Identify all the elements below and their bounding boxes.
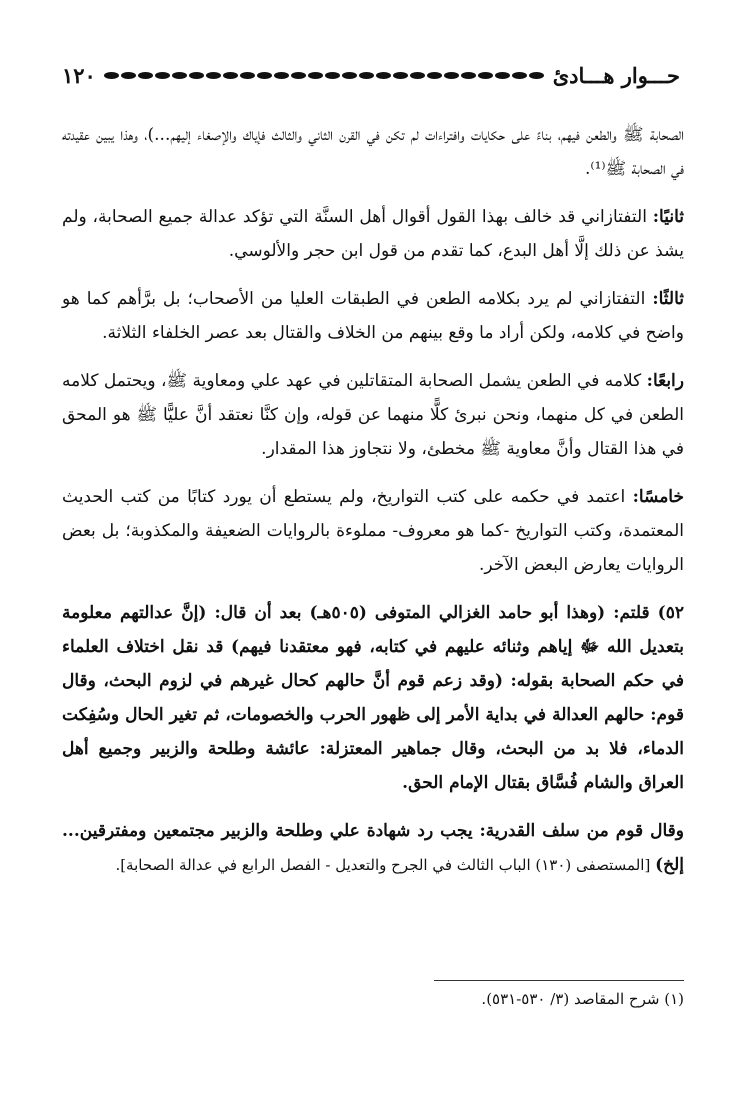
paragraph-text: وقال قوم من سلف القدرية: يجب رد شهادة علي وطلحة والزبير مجتمعين ومفترقين... إلخ) xyxy=(62,821,684,875)
paragraph-qadariyya-quote xyxy=(62,814,684,882)
ornament-bead xyxy=(308,72,323,79)
ornament-bead xyxy=(172,72,187,79)
footnote-separator xyxy=(434,980,684,981)
ornament-bead xyxy=(461,72,476,79)
ornament-bead xyxy=(529,72,544,79)
ornament-bead xyxy=(155,72,170,79)
point-lead: خامسًا: xyxy=(632,487,684,507)
paragraph-intro xyxy=(62,118,684,186)
ornament-bead xyxy=(478,72,493,79)
paragraph-third-point xyxy=(62,282,684,350)
paragraph-text: ٥٢) قلتم: (وهذا أبو حامد الغزالي المتوفى (٥٠٥هـ) بعد أن قال: (إنَّ عدالتهم معلومة بتعديل الله ﷻ إياهم وثنائه عليهم في كتابه، فهو معتقدنا فيهم) قد نقل اختلاف العلماء في حكم الصحابة بقوله: (وقد زعم قوم أنَّ حالهم كحال غيرهم في لزوم البحث، وقال قوم: حالهم العدالة في بداية الأمر إلى ظهور الحرب والخصومات، ثم تغير الحال وسُفِكت الدماء، فلا بد من البحث، وقال جماهير المعتزلة: عائشة وطلحة والزبير وجميع أهل العراق والشام فُسَّاق بقتال الإمام الحق. xyxy=(62,603,684,793)
ornament-bead xyxy=(189,72,204,79)
ornament-bead xyxy=(257,72,272,79)
ornament-bead xyxy=(495,72,510,79)
page-header xyxy=(62,58,680,92)
ornament-bead xyxy=(342,72,357,79)
ornament-bead xyxy=(206,72,221,79)
ornament-bead xyxy=(138,72,153,79)
ornament-bead xyxy=(325,72,340,79)
ornament-bead xyxy=(512,72,527,79)
ornament-bead xyxy=(223,72,238,79)
page-number: ١٢٠ xyxy=(62,62,96,88)
paragraph-text: كلامه في الطعن يشمل الصحابة المتقاتلين في عهد علي ومعاوية ﷺ، ويحتمل كلامه الطعن في كل منهما، ونحن نبرئ كلًّا منهما عن قوله، وإن كنَّا نعتقد أنَّ عليًّا ﷺ هو المحق في هذا القتال وأنَّ معاوية ﷺ مخطئ، ولا نتجاوز هذا المقدار. xyxy=(62,371,684,459)
header-ornament-divider xyxy=(104,68,545,82)
running-title: حـــوار هـــادئ xyxy=(552,62,680,88)
point-lead: ثالثًا: xyxy=(652,289,684,309)
ornament-bead xyxy=(427,72,442,79)
paragraph-text: التفتازاني لم يرد بكلامه الطعن في الطبقات العليا من الأصحاب؛ بل برَّأهم كما هو واضح في كلامه، ولكن أراد ما وقع بينهم من الخلاف والقتال بعد عصر الخلفاء الثلاثة. xyxy=(62,289,684,343)
paragraph-text: الصحابة ﷺ والطعن فيهم، بناءً على حكايات وافتراءات لم تكن في القرن الثاني والثالث فإياك والإصغاء إليهم...)، وهذا يبين عقيدته في الصحابة ﷺ⁽¹⁾. xyxy=(62,125,684,179)
ornament-bead xyxy=(104,72,119,79)
paragraph-question-52 xyxy=(62,596,684,800)
paragraph-fifth-point xyxy=(62,480,684,582)
point-lead: رابعًا: xyxy=(646,371,684,391)
ornament-bead xyxy=(121,72,136,79)
footnote: (١) شرح المقاصد (٣/ ٥٣٠-٥٣١). xyxy=(481,990,684,1008)
ornament-bead xyxy=(274,72,289,79)
paragraph-second-point xyxy=(62,200,684,268)
ornament-bead xyxy=(291,72,306,79)
citation-reference: [المستصفى (١٣٠) الباب الثالث في الجرح والتعديل - الفصل الرابع في عدالة الصحابة]. xyxy=(115,856,656,874)
page-body xyxy=(62,118,684,884)
point-lead: ثانيًا: xyxy=(652,207,684,227)
paragraph-text: التفتازاني قد خالف بهذا القول أقوال أهل السنَّة التي تؤكد عدالة جميع الصحابة، ولم يشذ عن ذلك إلَّا أهل البدع، كما تقدم من قول ابن حجر والألوسي. xyxy=(62,207,684,261)
ornament-bead xyxy=(393,72,408,79)
ornament-bead xyxy=(410,72,425,79)
ornament-bead xyxy=(376,72,391,79)
ornament-bead xyxy=(444,72,459,79)
paragraph-text: اعتمد في حكمه على كتب التواريخ، ولم يستطع أن يورد كتابًا من كتب الحديث المعتمدة، وكتب التواريخ -كما هو معروف- مملوءة بالروايات الضعيفة والمكذوبة؛ بل بعض الروايات يعارض البعض الآخر. xyxy=(62,487,684,575)
paragraph-fourth-point xyxy=(62,364,684,466)
ornament-bead xyxy=(359,72,374,79)
ornament-bead xyxy=(240,72,255,79)
